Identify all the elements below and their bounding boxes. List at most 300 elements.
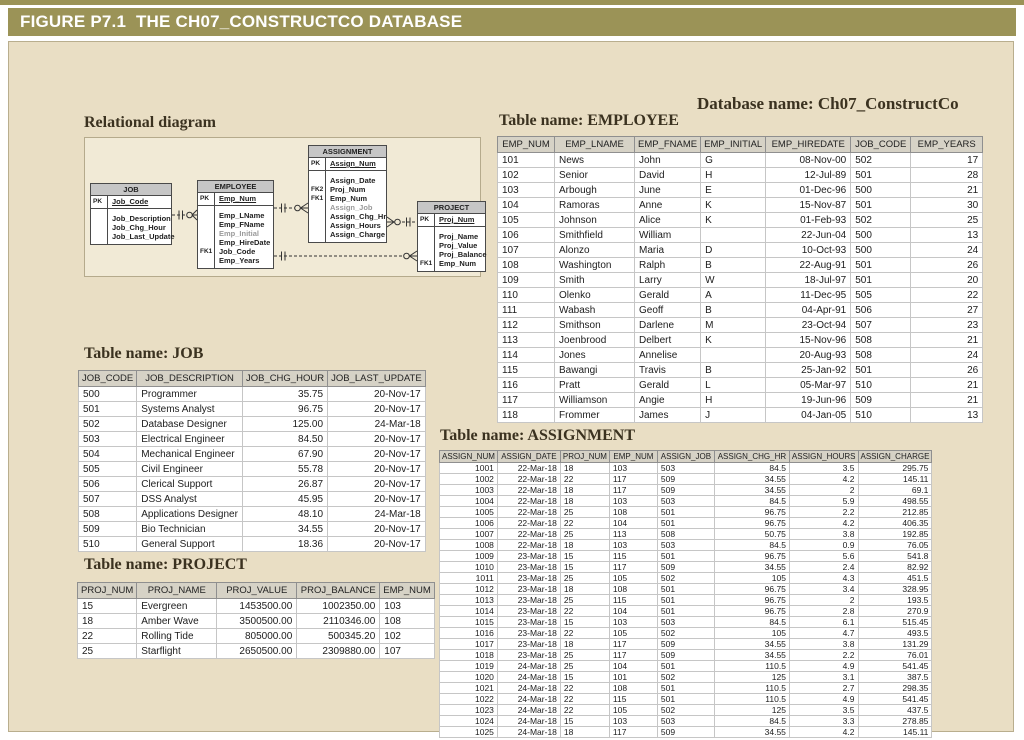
table-cell: 493.5 [858,628,932,639]
key-tag [91,214,108,223]
job-table [78,370,426,552]
table-cell: 145.11 [858,474,932,485]
table-cell: 25 [560,650,609,661]
table-row [440,661,932,672]
table-cell: 506 [79,477,137,492]
table-cell: 501 [79,402,137,417]
table-cell: 15 [560,672,609,683]
figure-title: FIGURE P7.1 THE CH07_CONSTRUCTCO DATABASE [8,8,1016,36]
table-cell: 503 [657,496,714,507]
connector-employee-project [274,251,417,261]
table-cell: 117 [609,727,657,738]
table-cell: Jones [555,348,635,363]
table-row [440,562,932,573]
table-cell: 84.5 [714,716,789,727]
key-tag-gutter [309,239,326,242]
table-cell: 18 [78,614,137,629]
table-cell: 105 [609,705,657,716]
attribute-name: Proj_Num [439,215,475,224]
entity-attribute-row [91,223,171,232]
table-cell: 18 [560,496,609,507]
table-cell: 18 [560,639,609,650]
table-cell: 1002 [440,474,498,485]
attribute-name: Emp_LName [219,211,265,220]
table-row [440,573,932,584]
table-cell: 34.55 [714,485,789,496]
table-cell: 1009 [440,551,498,562]
key-tag [309,212,326,221]
table-row [440,617,932,628]
table-cell: 125 [714,672,789,683]
table-cell: 114 [498,348,555,363]
table-cell: June [635,183,701,198]
table-cell: 84.5 [714,496,789,507]
table-cell: 1011 [440,573,498,584]
table-row [79,402,426,417]
table-cell: 96.75 [714,606,789,617]
table-cell: 25 [911,213,983,228]
table-cell: 509 [657,650,714,661]
table-cell: 24-Mar-18 [497,705,560,716]
table-cell [701,348,766,363]
attribute-name: Proj_Num [330,185,366,194]
column-header: EMP_INITIAL [701,137,766,153]
table-cell: Pratt [555,378,635,393]
table-cell: 500 [79,387,137,402]
entity-attribute-row [418,259,485,268]
table-cell: B [701,363,766,378]
table-row [440,584,932,595]
table-cell: 67.90 [242,447,327,462]
table-cell: 2.7 [789,683,858,694]
table-cell: 145.11 [858,727,932,738]
table-cell: 2.8 [789,606,858,617]
table-row [440,485,932,496]
key-tag [418,250,435,259]
attribute-name: Emp_Years [219,256,260,265]
table-row [440,672,932,683]
table-cell: 18 [560,584,609,595]
table-cell: 22-Mar-18 [497,540,560,551]
key-tag [198,220,215,229]
table-cell: 451.5 [858,573,932,584]
table-row [79,447,426,462]
table-cell: 108 [609,584,657,595]
table-cell: 3.8 [789,639,858,650]
relational-diagram-label: Relational diagram [84,114,216,131]
entity-attribute-row [418,241,485,250]
table-cell: 1453500.00 [217,599,297,614]
table-cell: 96.75 [714,551,789,562]
key-tag [309,230,326,239]
assignment-table [439,450,932,738]
table-cell: 4.2 [789,727,858,738]
table-cell: 23-Mar-18 [497,562,560,573]
table-row [440,694,932,705]
table-cell: Applications Designer [137,507,243,522]
table-cell: 23-Mar-18 [497,606,560,617]
table-row [78,614,435,629]
table-cell: 1004 [440,496,498,507]
key-tag: FK1 [418,259,435,268]
table-cell: 501 [851,258,911,273]
table-cell: 76.05 [858,540,932,551]
table-cell: 110.5 [714,683,789,694]
table-row [440,716,932,727]
table-cell: 84.5 [714,540,789,551]
table-cell: 76.01 [858,650,932,661]
table-cell: 503 [657,716,714,727]
table-cell: 18 [560,463,609,474]
table-cell: 112 [498,318,555,333]
entity-attribute-row [309,221,386,230]
entity-attribute-row [309,212,386,221]
table-cell: 105 [714,573,789,584]
table-cell: 501 [851,198,911,213]
table-cell: 104 [609,661,657,672]
table-cell: 110.5 [714,694,789,705]
table-cell: Ramoras [555,198,635,213]
table-cell: 6.1 [789,617,858,628]
table-cell: 25 [560,595,609,606]
table-cell: 34.55 [242,522,327,537]
table-cell: 107 [498,243,555,258]
table-cell: James [635,408,701,423]
table-cell: 103 [609,716,657,727]
key-tag: PK [418,214,435,226]
table-cell: 1013 [440,595,498,606]
table-cell: 23-Mar-18 [497,617,560,628]
table-cell: 117 [609,485,657,496]
table-cell: 509 [657,485,714,496]
table-cell: 111 [498,303,555,318]
table-cell: 21 [911,393,983,408]
table-cell: 192.85 [858,529,932,540]
column-header: EMP_FNAME [635,137,701,153]
table-cell: Rolling Tide [137,629,217,644]
table-cell: Civil Engineer [137,462,243,477]
table-cell: 541.8 [858,551,932,562]
table-row [440,496,932,507]
table-cell: 84.50 [242,432,327,447]
table-cell: 515.45 [858,617,932,628]
table-cell: 17 [911,153,983,168]
table-cell: 96.75 [714,507,789,518]
table-cell: 3.3 [789,716,858,727]
table-row [440,595,932,606]
table-cell: 96.75 [242,402,327,417]
table-cell: 22 [560,518,609,529]
table-cell: Starflight [137,644,217,659]
table-cell: 117 [609,639,657,650]
assignment-table-label: Table name: ASSIGNMENT [440,427,635,444]
attribute-name: Job_Code [219,247,256,256]
table-cell: 1022 [440,694,498,705]
table-cell: Smithfield [555,228,635,243]
table-cell: 505 [851,288,911,303]
table-cell: 501 [657,694,714,705]
table-cell: 50.75 [714,529,789,540]
table-cell: 24-Mar-18 [328,417,426,432]
key-tag: PK [198,193,215,205]
entity-attribute-row [91,232,175,241]
table-cell: 1001 [440,463,498,474]
table-cell: 108 [609,683,657,694]
column-header: JOB_CODE [79,371,137,387]
table-cell: 103 [498,183,555,198]
table-cell: 510 [851,378,911,393]
key-tag-gutter [198,265,215,268]
header-row [440,451,932,463]
header-row [78,583,435,599]
table-cell: 34.55 [714,727,789,738]
table-cell: Alice [635,213,701,228]
table-cell: 503 [79,432,137,447]
table-cell: 10-Oct-93 [766,243,851,258]
table-cell: 4.2 [789,518,858,529]
entity-attribute-row [418,232,485,241]
table-cell: 21 [911,333,983,348]
table-cell: 20-Nov-17 [328,447,426,462]
entity-name: EMPLOYEE [198,181,273,193]
table-cell: 1014 [440,606,498,617]
table-cell: 4.2 [789,474,858,485]
table-cell: 509 [657,727,714,738]
table-cell: Evergreen [137,599,217,614]
table-cell: 1005 [440,507,498,518]
table-cell: 509 [657,562,714,573]
table-row [79,462,426,477]
table-cell: 298.35 [858,683,932,694]
table-cell: David [635,168,701,183]
table-cell: 118 [498,408,555,423]
table-row [440,650,932,661]
table-cell: 501 [851,273,911,288]
table-cell: 96.75 [714,595,789,606]
table-cell: 55.78 [242,462,327,477]
table-cell: 502 [657,705,714,716]
table-cell: 05-Mar-97 [766,378,851,393]
table-cell: 1018 [440,650,498,661]
table-cell: Bio Technician [137,522,243,537]
table-cell: 20-Nov-17 [328,477,426,492]
table-cell: K [701,198,766,213]
column-header: PROJ_BALANCE [297,583,380,599]
entity-attribute-row [309,194,386,203]
table-cell: 24-Mar-18 [497,716,560,727]
table-cell: Programmer [137,387,243,402]
table-cell: 131.29 [858,639,932,650]
table-cell: 18-Jul-97 [766,273,851,288]
table-cell: 104 [609,606,657,617]
table-cell: 21 [911,378,983,393]
table-cell: A [701,288,766,303]
table-cell: 22-Aug-91 [766,258,851,273]
entity-box-padding [309,239,386,242]
table-cell: 504 [79,447,137,462]
table-cell: 1002350.00 [297,599,380,614]
table-cell: 104 [498,198,555,213]
table-cell: 23-Mar-18 [497,573,560,584]
table-cell: 15 [560,551,609,562]
table-cell: 1015 [440,617,498,628]
table-cell: 2 [789,595,858,606]
table-row [498,303,983,318]
table-cell: 22 [911,288,983,303]
entity-attribute-row [198,247,273,256]
table-cell: 501 [657,595,714,606]
key-tag [198,256,215,265]
entity-box-project [417,201,486,272]
table-cell: 22 [560,628,609,639]
table-cell: 101 [498,153,555,168]
table-row [498,183,983,198]
attribute-name: Emp_HireDate [219,238,271,247]
key-tag: FK2 [309,185,326,194]
table-cell: 107 [380,644,435,659]
column-header: PROJ_NUM [78,583,137,599]
table-cell: Larry [635,273,701,288]
table-cell: 105 [609,573,657,584]
table-cell: 25-Jan-92 [766,363,851,378]
table-cell: Angie [635,393,701,408]
table-cell: Database Designer [137,417,243,432]
table-row [440,639,932,650]
table-cell: 34.55 [714,650,789,661]
table-cell: 01-Dec-96 [766,183,851,198]
key-tag [198,211,215,220]
entity-attribute-row [309,203,386,212]
table-cell: Mechanical Engineer [137,447,243,462]
table-cell: 01-Feb-93 [766,213,851,228]
table-row [79,417,426,432]
table-row [440,551,932,562]
attribute-name: Job_Last_Update [112,232,175,241]
table-row [440,529,932,540]
table-cell: B [701,303,766,318]
table-cell: Olenko [555,288,635,303]
table-row [498,258,983,273]
table-cell: 102 [380,629,435,644]
table-row [78,599,435,614]
table-cell: 502 [657,628,714,639]
table-cell: 69.1 [858,485,932,496]
table-cell: Darlene [635,318,701,333]
table-cell: 34.55 [714,562,789,573]
table-cell: 509 [657,639,714,650]
table-cell: 3.5 [789,463,858,474]
table-cell: 1007 [440,529,498,540]
table-cell: 115 [609,694,657,705]
table-row [498,273,983,288]
table-row [440,518,932,529]
table-cell: 22-Mar-18 [497,496,560,507]
table-cell: 22 [560,683,609,694]
table-cell: 510 [851,408,911,423]
table-cell: 22-Mar-18 [497,485,560,496]
table-cell: 0.9 [789,540,858,551]
table-cell: 103 [609,463,657,474]
entity-box-padding [418,268,485,271]
table-cell: 500 [851,183,911,198]
table-cell: 116 [498,378,555,393]
table-cell: 11-Dec-95 [766,288,851,303]
table-cell: 1012 [440,584,498,595]
table-cell: M [701,318,766,333]
table-cell: 22 [560,606,609,617]
table-cell: 295.75 [858,463,932,474]
table-cell: 24-Mar-18 [497,661,560,672]
column-header: EMP_NUM [498,137,555,153]
key-tag [418,241,435,250]
table-cell: 22-Mar-18 [497,463,560,474]
key-tag [309,221,326,230]
table-cell: 18.36 [242,537,327,552]
entity-attribute-row [91,214,171,223]
top-border-strip [0,0,1024,5]
table-cell: 15 [560,562,609,573]
table-cell: 25 [560,573,609,584]
table-cell: 501 [657,584,714,595]
attribute-name: Job_Description [112,214,171,223]
entity-attribute-row [91,196,171,209]
key-tag [309,203,326,212]
table-cell: 1003 [440,485,498,496]
column-header: ASSIGN_CHARGE [858,451,932,463]
table-row [498,333,983,348]
table-cell: 1020 [440,672,498,683]
table-cell: 23-Mar-18 [497,650,560,661]
table-cell: Electrical Engineer [137,432,243,447]
table-row [498,228,983,243]
table-cell: 20-Nov-17 [328,432,426,447]
table-cell: 34.55 [714,639,789,650]
table-cell: 1008 [440,540,498,551]
key-tag [418,232,435,241]
table-cell: 104 [609,518,657,529]
table-cell: D [701,243,766,258]
key-tag: FK1 [309,194,326,203]
attribute-name: Assign_Job [330,203,373,212]
table-cell: 35.75 [242,387,327,402]
table-row [78,644,435,659]
table-cell: John [635,153,701,168]
table-cell: Gerald [635,378,701,393]
table-cell: 805000.00 [217,629,297,644]
attribute-name: Proj_Balance [439,250,487,259]
table-cell: 1024 [440,716,498,727]
table-row [440,705,932,716]
entity-attribute-row [198,211,273,220]
table-row [79,507,426,522]
table-cell: Delbert [635,333,701,348]
table-row [440,540,932,551]
table-cell: 502 [851,153,911,168]
table-cell: 2 [789,485,858,496]
attribute-name: Job_Chg_Hour [112,223,166,232]
table-cell: K [701,213,766,228]
table-cell: 508 [851,333,911,348]
table-cell: 501 [657,518,714,529]
employee-table-label: Table name: EMPLOYEE [499,112,679,129]
entity-attribute-row [198,193,273,206]
table-row [440,628,932,639]
table-cell: 20-Nov-17 [328,492,426,507]
table-row [498,288,983,303]
key-tag [198,229,215,238]
table-cell: 3.8 [789,529,858,540]
table-cell: 26.87 [242,477,327,492]
